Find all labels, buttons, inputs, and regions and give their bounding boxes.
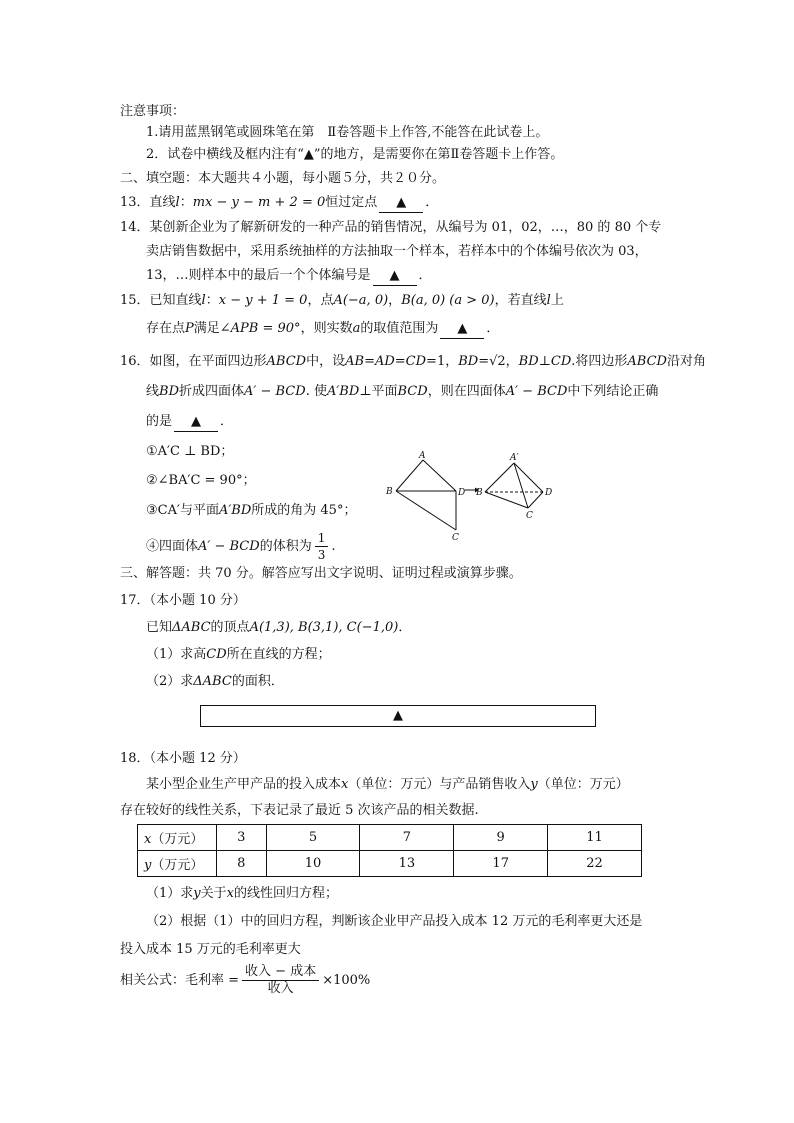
row-x-unit: （万元） bbox=[151, 832, 204, 847]
q18-p1-y: y bbox=[193, 886, 201, 901]
q16-opt4-fraction bbox=[315, 530, 329, 563]
q15-line-var-2: l bbox=[546, 293, 551, 308]
q16-l1-d: ， bbox=[505, 354, 519, 369]
q18-data-table bbox=[137, 824, 642, 877]
q15-text-c: ，点 bbox=[307, 293, 334, 308]
q17-p1-cd: CD bbox=[206, 647, 227, 662]
q16-l3-a: 的是 bbox=[146, 414, 173, 429]
q15-text-e: ，若直线 bbox=[494, 293, 547, 308]
q16-l2-tetra: A′ − BCD bbox=[244, 384, 306, 399]
question-18-part-1 bbox=[146, 885, 338, 903]
table-cell: 10 bbox=[266, 851, 360, 877]
q13-var: l bbox=[175, 195, 180, 210]
edge-bc-3d bbox=[485, 492, 528, 508]
q16-l2-e: ，则在四面体 bbox=[427, 384, 506, 399]
q17-p1-a: （1）求高 bbox=[146, 647, 207, 662]
q16-l1-abcd2: ABCD bbox=[627, 354, 667, 369]
q15-text-f: 上 bbox=[550, 293, 564, 308]
label-d: D bbox=[458, 488, 466, 498]
question-15-line-2 bbox=[146, 320, 499, 339]
question-18-part-2-line-1: （2）根据（1）中的回归方程，判断该企业甲产品投入成本 12 万元的毛利率更大还是 bbox=[146, 914, 643, 929]
edge-ad bbox=[423, 460, 456, 491]
question-17-given bbox=[146, 619, 411, 637]
question-16-line-2 bbox=[146, 383, 658, 401]
q16-l2-f: 中下列结论正确 bbox=[567, 384, 659, 399]
table-cell: 17 bbox=[454, 851, 548, 877]
q16-l1-eq: AB=AD=CD bbox=[345, 354, 427, 369]
q16-opt4-b: A′ − BCD bbox=[198, 539, 260, 554]
question-18-intro-1 bbox=[146, 776, 629, 794]
table-cell: 9 bbox=[454, 825, 548, 851]
q16-l1-b: 中，设 bbox=[306, 354, 346, 369]
q17-given-b: 的顶点 bbox=[210, 620, 250, 635]
q15-equation: x − y + 1 = 0 bbox=[218, 293, 308, 308]
q15-line-var: l bbox=[201, 293, 206, 308]
q16-frac-den: 3 bbox=[317, 548, 326, 562]
q15-l2-c: ，则实数 bbox=[300, 321, 353, 336]
question-17-part-1 bbox=[146, 646, 331, 664]
q16-l1-f: 沿对角 bbox=[666, 354, 706, 369]
question-18-intro-2: 存在较好的线性关系，下表记录了最近 5 次该产品的相关数据. bbox=[120, 803, 479, 818]
q17-p2-b: 的面积． bbox=[231, 674, 284, 689]
q16-l2-bd: BD bbox=[159, 384, 179, 399]
table-cell: 11 bbox=[548, 825, 642, 851]
q16-answer-blank: ▲ bbox=[174, 413, 218, 432]
q16-l1-abcd: ABCD bbox=[266, 354, 307, 369]
question-18-title: 18．（本小题 12 分） bbox=[120, 751, 246, 766]
q17-given-c: ． bbox=[398, 620, 412, 635]
q16-l1-sqrt: √2 bbox=[489, 354, 506, 369]
q18-intro-a: 某小型企业生产甲产品的投入成本 bbox=[146, 777, 342, 792]
q16-option-3 bbox=[146, 502, 356, 520]
table-cell: 8 bbox=[217, 851, 267, 877]
q15-answer-blank: ▲ bbox=[440, 320, 484, 339]
q18-intro-x: x bbox=[341, 777, 349, 792]
q18-p1-x: x bbox=[226, 886, 234, 901]
formula-fraction bbox=[242, 964, 319, 997]
q16-l2-tetra2: A′ − BCD bbox=[505, 384, 568, 399]
q15-point-a: A(−a, 0) bbox=[333, 293, 389, 308]
edge-a2b bbox=[485, 463, 514, 492]
row-y-label bbox=[138, 851, 217, 877]
table-row-y bbox=[138, 851, 642, 877]
label-c: C bbox=[452, 533, 459, 543]
q15-l2-a: 存在点 bbox=[146, 321, 186, 336]
label-a: A bbox=[419, 451, 426, 461]
q16-l2-abd: A′BD bbox=[326, 384, 360, 399]
question-13 bbox=[120, 194, 438, 213]
q15-var-a: a bbox=[352, 321, 361, 336]
edge-ab bbox=[396, 460, 423, 491]
notice-item-1: 1.请用蓝黑钢笔或圆珠笔在第 Ⅱ卷答题卡上作答,不能答在此试卷上。 bbox=[146, 125, 549, 140]
table-row-x bbox=[138, 825, 642, 851]
question-14-line-3 bbox=[146, 267, 432, 286]
section-heading-fill-in: 二、填空题：本大题共４小题，每小题５分，共２０分。 bbox=[120, 171, 446, 186]
q18-formula bbox=[120, 963, 370, 999]
question-18-part-2-line-2: 投入成本 15 万元的毛利率更大 bbox=[120, 942, 301, 957]
q13-equation: mx − y − m + 2 = 0 bbox=[192, 195, 326, 210]
q14-answer-blank: ▲ bbox=[373, 267, 417, 286]
q17-p2-a: （2）求 bbox=[146, 674, 194, 689]
label-b: B bbox=[386, 487, 393, 497]
q18-p1-b: 关于 bbox=[200, 886, 227, 901]
q17-given-a: 已知 bbox=[146, 620, 173, 635]
q16-l1-a: 16．如图，在平面四边形 bbox=[120, 354, 267, 369]
tetrahedron-figure bbox=[378, 448, 563, 543]
formula-numerator: 收入 − 成本 bbox=[242, 964, 319, 981]
q16-option-4 bbox=[146, 530, 335, 563]
q13-colon: ： bbox=[179, 195, 193, 210]
q14-end: ． bbox=[418, 268, 432, 283]
q16-option-2: ②∠BA′C = 90°； bbox=[146, 473, 256, 488]
question-17-part-2 bbox=[146, 673, 284, 691]
q15-point-p: P bbox=[185, 321, 194, 336]
row-x-var: x bbox=[144, 832, 152, 847]
table-cell: 5 bbox=[266, 825, 360, 851]
q16-l1-perp: BD⊥CD bbox=[518, 354, 572, 369]
table-cell: 3 bbox=[217, 825, 267, 851]
q16-l2-c: . 使 bbox=[305, 384, 327, 399]
notice-item-2: 2．试卷中横线及框内注有“▲”的地方，是需要你在第Ⅱ卷答题卡上作答。 bbox=[146, 147, 564, 162]
q16-opt3-b: A′BD bbox=[218, 503, 252, 518]
q16-l2-d: ⊥平面 bbox=[359, 384, 398, 399]
q17-p1-b: 所在直线的方程； bbox=[226, 647, 331, 662]
table-cell: 13 bbox=[360, 851, 454, 877]
formula-label: 相关公式：毛利率 = bbox=[120, 973, 240, 988]
q17-p2-tri: ΔABC bbox=[193, 674, 232, 689]
q16-opt4-c: 的体积为 bbox=[259, 539, 312, 554]
row-y-var: y bbox=[144, 858, 152, 873]
section-heading-answer: 三、解答题：共 70 分。解答应写出文字说明、证明过程或演算步骤。 bbox=[120, 566, 522, 581]
label-a-prime: A′ bbox=[510, 453, 519, 463]
row-y-unit: （万元） bbox=[151, 858, 204, 873]
q16-opt3-c: 所成的角为 45°； bbox=[251, 503, 357, 518]
q15-end: ． bbox=[486, 321, 500, 336]
label-c-3d: C bbox=[526, 511, 533, 521]
q16-opt4-end: . bbox=[331, 539, 336, 554]
q15-text-d: ， bbox=[388, 293, 402, 308]
q16-option-1: ①A′C ⊥ BD； bbox=[146, 444, 234, 459]
notice-title: 注意事项： bbox=[120, 104, 186, 119]
q16-opt3-a: ③CA′与平面 bbox=[146, 503, 219, 518]
row-x-label bbox=[138, 825, 217, 851]
q15-angle: ∠APB = 90° bbox=[219, 321, 301, 336]
q13-end: ． bbox=[425, 195, 439, 210]
q16-l1-c: =1， bbox=[426, 354, 459, 369]
formula-tail: ×100% bbox=[322, 973, 371, 988]
label-d-3d: D bbox=[545, 488, 553, 498]
q13-answer-blank: ▲ bbox=[379, 194, 423, 213]
q13-prefix: 13．直线 bbox=[120, 195, 176, 210]
q13-suffix: 恒过定点 bbox=[325, 195, 378, 210]
q16-l2-b: 折成四面体 bbox=[179, 384, 245, 399]
q15-l2-b: 满足 bbox=[193, 321, 220, 336]
formula-denominator: 收入 bbox=[267, 981, 294, 996]
q15-point-b: B(a, 0) (a > 0) bbox=[401, 293, 495, 308]
q16-frac-num: 1 bbox=[315, 530, 329, 547]
edge-dc-3d bbox=[528, 492, 543, 508]
q16-l1-bd: BD= bbox=[458, 354, 490, 369]
q18-p1-c: 的线性回归方程； bbox=[234, 886, 339, 901]
question-14-line-1: 14．某创新企业为了解新研发的一种产品的销售情况，从编号为 01，02，…，80 的 80 个专 bbox=[120, 220, 662, 235]
q17-answer-box: ▲ bbox=[200, 705, 596, 727]
q16-l2-a: 线 bbox=[146, 384, 160, 399]
q16-end: ． bbox=[220, 414, 234, 429]
q16-opt4-a: ④四面体 bbox=[146, 539, 199, 554]
q18-intro-b: （单位：万元）与产品销售收入 bbox=[348, 777, 531, 792]
table-cell: 7 bbox=[360, 825, 454, 851]
question-16-line-1 bbox=[120, 353, 706, 371]
edge-bc bbox=[396, 491, 456, 530]
q16-l1-e: .将四边形 bbox=[571, 354, 628, 369]
q18-p1-a: （1）求 bbox=[146, 886, 194, 901]
q14-line3-text: 13，…则样本中的最后一个个体编号是 bbox=[146, 268, 371, 283]
q16-l2-bcd: BCD bbox=[397, 384, 428, 399]
q15-text-a: 15．已知直线 bbox=[120, 293, 202, 308]
q15-text-b: ： bbox=[205, 293, 219, 308]
q18-intro-y: y bbox=[530, 777, 538, 792]
q15-l2-d: 的取值范围为 bbox=[360, 321, 439, 336]
label-b-3d: B bbox=[476, 488, 483, 498]
question-15-line-1 bbox=[120, 292, 564, 310]
question-14-line-2: 卖店销售数据中，采用系统抽样的方法抽取一个样本，若样本中的个体编号依次为 03， bbox=[146, 244, 648, 259]
q17-points: A(1,3), B(3,1), C(−1,0) bbox=[249, 620, 399, 635]
question-16-line-3 bbox=[146, 413, 233, 432]
table-cell: 22 bbox=[548, 851, 642, 877]
q17-triangle: ΔABC bbox=[172, 620, 211, 635]
question-17-title: 17．（本小题 10 分） bbox=[120, 593, 246, 608]
q18-intro-c: （单位：万元） bbox=[537, 777, 629, 792]
